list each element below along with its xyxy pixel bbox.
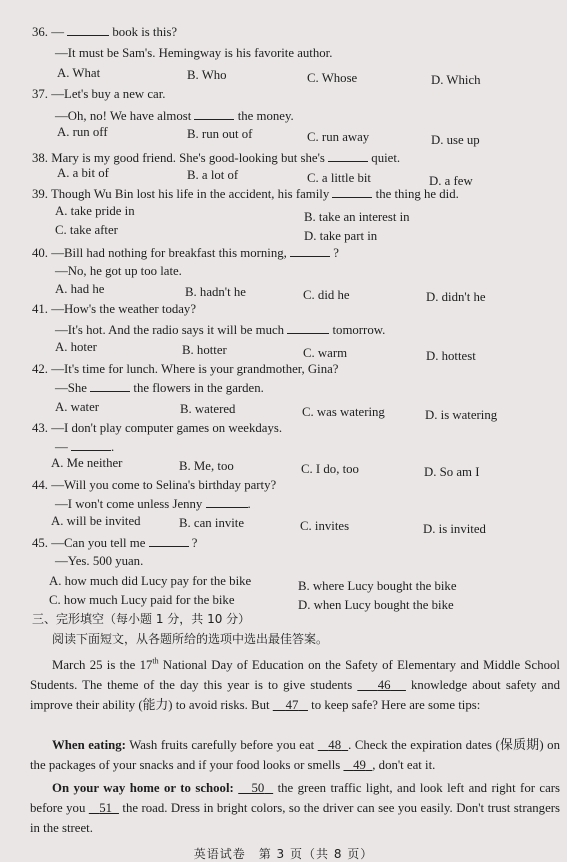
option-c: C. was watering bbox=[302, 405, 385, 419]
option-d: D. use up bbox=[431, 133, 480, 147]
section-instruction: 阅读下面短文，从各题所给的选项中选出最佳答案。 bbox=[52, 632, 329, 646]
cloze-blank-48: 48 bbox=[328, 738, 342, 752]
option-b: B. Who bbox=[187, 68, 227, 82]
option-c: C. a little bit bbox=[307, 171, 371, 185]
option-c: C. take after bbox=[55, 223, 118, 237]
question-36: 36. — book is this? bbox=[32, 25, 178, 39]
question-42: 42. —It's time for lunch. Where is your grandmother, Gina? bbox=[32, 362, 339, 376]
answer-blank bbox=[90, 380, 130, 392]
answer-blank bbox=[71, 439, 111, 451]
option-a: A. What bbox=[57, 66, 101, 80]
option-c: C. Whose bbox=[307, 71, 358, 85]
option-a: A. had he bbox=[55, 282, 105, 296]
option-a: A. run off bbox=[57, 125, 108, 139]
answer-blank bbox=[332, 186, 372, 198]
question-39: 39. Though Wu Bin lost his life in the accident, his family the thing he did. bbox=[32, 187, 459, 201]
cloze-blank-50: 50 bbox=[251, 781, 265, 795]
option-d: D. So am I bbox=[424, 465, 480, 479]
option-c: C. run away bbox=[307, 130, 370, 144]
option-a: A. will be invited bbox=[51, 514, 141, 528]
answer-blank bbox=[149, 535, 189, 547]
option-b: B. run out of bbox=[187, 127, 253, 141]
option-a: A. hoter bbox=[55, 340, 97, 354]
answer-blank bbox=[287, 322, 329, 334]
passage-paragraph-1: March 25 is the 17th National Day of Education on the Safety of Elementary and Middle School Students. The theme of the day this year is to give students 46 knowledge about safety and improve their ability (能力) to avoid risks. But 47 to keep safe? Here are some tips: bbox=[30, 656, 560, 712]
answer-blank bbox=[290, 245, 330, 257]
question-45: 45. —Can you tell me ? bbox=[32, 536, 198, 550]
option-d: D. when Lucy bought the bike bbox=[298, 598, 454, 612]
option-a: A. a bit of bbox=[57, 166, 109, 180]
option-d: D. hottest bbox=[426, 349, 476, 363]
option-b: B. hadn't he bbox=[185, 285, 246, 299]
option-a: A. water bbox=[55, 400, 100, 414]
question-37: 37. —Let's buy a new car. bbox=[32, 87, 166, 101]
question-44: 44. —Will you come to Selina's birthday party? bbox=[32, 478, 277, 492]
answer-blank bbox=[194, 108, 234, 120]
option-c: C. how much Lucy paid for the bike bbox=[49, 593, 235, 607]
passage-paragraph-3: On your way home or to school: 50 the green traffic light, and look left and right for cars before you 51 the road. Dress in bright colors, so the driver can see you easily. Don't trust strangers in the street. bbox=[30, 781, 561, 835]
question-40: 40. —Bill had nothing for breakfast this morning, ? bbox=[32, 246, 339, 260]
option-a: A. how much did Lucy pay for the bike bbox=[49, 574, 252, 588]
option-b: B. watered bbox=[180, 402, 236, 416]
option-b: B. take an interest in bbox=[304, 210, 410, 224]
answer-blank bbox=[206, 496, 248, 508]
exam-page: 36. — book is this? —It must be Sam's. Hemingway is his favorite author. A. What B. Who C. Whose D. Which 37. —Let's buy a new car. —Oh, no! We have almost the money. A. run off B. run out of C. run away D. use up 38. Mary is my good friend. She's good-looking but she's quiet. A. a bit of B. a lot of C. a little bit D. a few 39. Though Wu Bin lost his life in the accident, his family the thing he did. A. take pride in B. take an interest in C. take after D. take part in 40. —Bill had nothing for breakfast this morning, ? —No, he got up too late. A. had he B. hadn't he C. did he D. didn't he 41. —How's the weather today? —It's hot. And the radio says it will be much tomorrow. A. hoter B. hotter C. warm D. hottest 42. —It's time for lunch. Where is your grandmother, Gina? —She the flowers in the garden. A. water B. watered C. was watering D. is watering 43. —I don't play computer games on weekdays. — . A. Me neither B. Me, too C. I do, too D. So am I 44. —Will you come to Selina's birthday party? —I won't come unless Jenny . A. will be invited B. can invite C. invites D. is invited 45. —Can you tell me ? —Yes. 500 yuan. A. how much did Lucy pay for the bike B. where Lucy bought the bike C. how much Lucy paid for the bike D. when Lucy bought the bike 三、完形填空（每小题 1 分，共 10 分） 阅读下面短文，从各题所给的选项中选出最佳答案。 March 25 is the 17th National Day of Education on the Safety of Elementary and Middle School Students. The theme of the day this year is to give students 46 knowledge about safety and improve their ability (能力) to avoid risks. But 47 to keep safe? Here are some tips: When eating: Wash fruits carefully before you eat 48 . Check the expiration dates (保质期) on the packages of your snacks and if your food looks or smells 49 , don't eat it. On your way home or to school: 50 the green traffic light, and look left and right for cars before you 51 the road. Dress in bright colors, so the driver can see you easily. Don't trust strangers in the street. 英语试卷 第 3 页（共 8 页） bbox=[0, 0, 567, 860]
option-d: D. didn't he bbox=[426, 290, 486, 304]
question-38: 38. Mary is my good friend. She's good-looking but she's quiet. bbox=[32, 151, 401, 165]
option-b: B. where Lucy bought the bike bbox=[298, 579, 457, 593]
option-b: B. Me, too bbox=[179, 459, 234, 473]
option-d: D. is watering bbox=[425, 408, 498, 422]
option-d: D. Which bbox=[431, 73, 481, 87]
option-d: D. take part in bbox=[304, 229, 378, 243]
cloze-blank-46: 46 bbox=[377, 678, 391, 692]
option-c: C. warm bbox=[303, 346, 348, 360]
question-number: 36. bbox=[32, 25, 48, 39]
option-b: B. a lot of bbox=[187, 168, 239, 182]
answer-blank bbox=[67, 24, 109, 36]
option-d: D. a few bbox=[429, 174, 473, 188]
page-footer: 英语试卷 第 3 页（共 8 页） bbox=[193, 847, 374, 861]
option-a: A. take pride in bbox=[55, 204, 135, 218]
cloze-blank-51: 51 bbox=[99, 801, 112, 815]
question-43: 43. —I don't play computer games on weekdays. bbox=[32, 421, 283, 435]
option-c: C. did he bbox=[303, 288, 350, 302]
option-b: B. hotter bbox=[182, 343, 227, 357]
section-heading: 三、完形填空（每小题 1 分，共 10 分） bbox=[32, 612, 251, 626]
option-b: B. can invite bbox=[179, 516, 245, 530]
option-a: A. Me neither bbox=[51, 456, 123, 470]
option-c: C. I do, too bbox=[301, 462, 359, 476]
answer-blank bbox=[328, 150, 368, 162]
option-d: D. is invited bbox=[423, 522, 486, 536]
cloze-blank-47: 47 bbox=[285, 698, 299, 712]
question-41: 41. —How's the weather today? bbox=[32, 302, 197, 316]
option-c: C. invites bbox=[300, 519, 350, 533]
passage-paragraph-2: When eating: Wash fruits carefully before you eat 48 . Check the expiration dates (保质期) on the packages of your snacks and if your food looks or smells 49 , don't eat it. bbox=[30, 738, 560, 772]
cloze-blank-49: 49 bbox=[353, 758, 366, 772]
